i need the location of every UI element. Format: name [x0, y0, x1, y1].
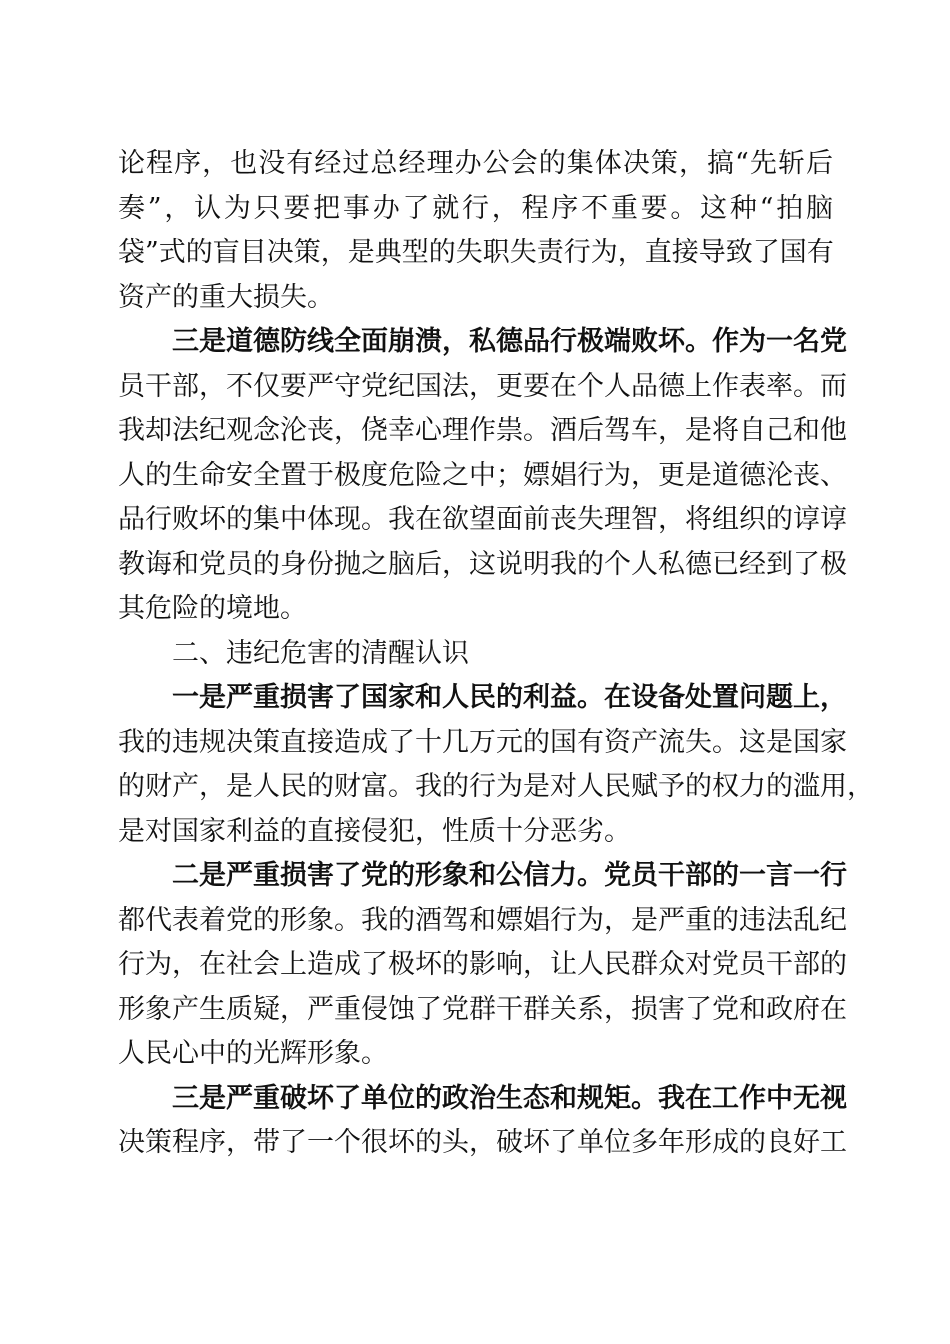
body-line: 人的生命安全置于极度危险之中；嫖娼行为，更是道德沦丧、 [118, 460, 847, 491]
body-line: 奏”，认为只要把事办了就行，程序不重要。这种“拍脑 [118, 193, 833, 224]
body-line: 的财产，是人民的财富。我的行为是对人民赋予的权力的滥用， [118, 771, 874, 802]
body-line: 决策程序，带了一个很坏的头，破坏了单位多年形成的良好工 [118, 1127, 847, 1158]
body-line: 品行败坏的集中体现。我在欲望面前丧失理智，将组织的谆谆 [118, 504, 847, 535]
body-line: 员干部，不仅要严守党纪国法，更要在个人品德上作表率。而 [118, 371, 847, 402]
body-line: 行为，在社会上造成了极坏的影响，让人民群众对党员干部的 [118, 949, 847, 980]
body-line: 我却法纪观念沦丧，侥幸心理作祟。酒后驾车，是将自己和他 [118, 415, 847, 446]
paragraph-lead-line: 三是严重破坏了单位的政治生态和规矩。我在工作中无视 [172, 1083, 847, 1114]
body-line: 形象产生质疑，严重侵蚀了党群干群关系，损害了党和政府在 [118, 994, 847, 1025]
body-line: 其危险的境地。 [118, 593, 307, 624]
paragraph-lead-line: 三是道德防线全面崩溃，私德品行极端败坏。作为一名党 [172, 326, 847, 357]
body-line: 都代表着党的形象。我的酒驾和嫖娼行为，是严重的违法乱纪 [118, 905, 847, 936]
body-line: 我的违规决策直接造成了十几万元的国有资产流失。这是国家 [118, 727, 847, 758]
body-line: 人民心中的光辉形象。 [118, 1038, 388, 1069]
body-line: 教诲和党员的身份抛之脑后，这说明我的个人私德已经到了极 [118, 549, 847, 580]
section-heading: 二、违纪危害的清醒认识 [172, 638, 469, 669]
body-line: 袋”式的盲目决策，是典型的失职失责行为，直接导致了国有 [118, 237, 834, 268]
body-line: 资产的重大损失。 [118, 282, 334, 313]
paragraph-lead-line: 一是严重损害了国家和人民的利益。在设备处置问题上， [172, 682, 847, 713]
body-line: 论程序，也没有经过总经理办公会的集体决策，搞“先斩后 [118, 148, 833, 179]
body-line: 是对国家利益的直接侵犯，性质十分恶劣。 [118, 816, 631, 847]
paragraph-lead-line: 二是严重损害了党的形象和公信力。党员干部的一言一行 [172, 860, 847, 891]
